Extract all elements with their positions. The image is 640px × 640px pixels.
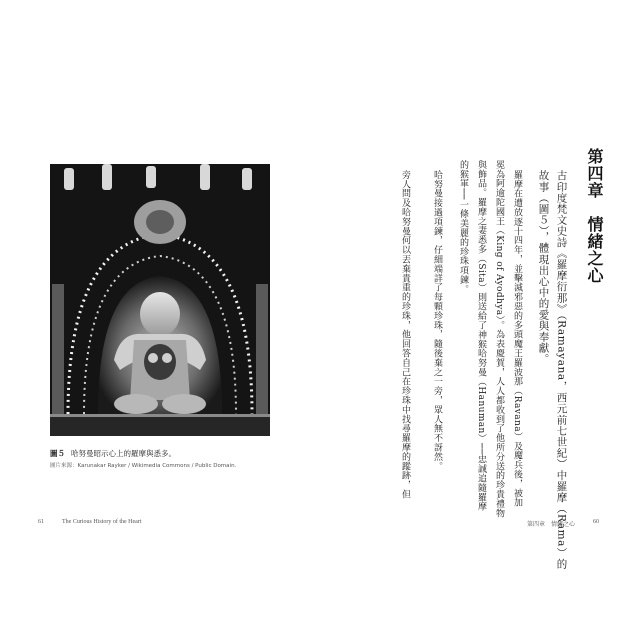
body-column-4: 冕為阿逾陀國王（King of Ayodhya）。為表慶賀，人人都收到了他所分送的珍貴禮物: [494, 160, 504, 518]
body-column-2: 故事（圖５），體現出心中的愛與奉獻。: [537, 170, 550, 365]
chapter-title: 第四章 情緒之心: [585, 148, 604, 284]
left-page-number: 61: [38, 519, 44, 525]
figure-hanuman-photo: [50, 164, 270, 436]
body-column-1: 古印度梵文史詩《羅摩衍那》（Ramayana，西元前七世紀）中羅摩（Rama）的: [555, 170, 568, 570]
figure-caption: [50, 448, 290, 459]
hanuman-illustration: [50, 164, 270, 436]
right-page-number: 60: [593, 519, 599, 525]
body-column-3: 羅摩在遭放逐十四年，並擊滅邪惡的多頭魔王羅波那（Ravana）及魔兵後，被加: [512, 170, 522, 508]
body-column-5: 與飾品。羅摩之妻悉多（Sita）則送給了神猴哈努曼（Hanuman）──忠誠追隨羅摩: [476, 160, 486, 512]
figure-caption-text: 哈努曼昭示心上的羅摩與悉多。: [71, 449, 176, 458]
figure-credit: 圖片來源：Karunakar Rayker / Wikimedia Commons / Public Domain.: [50, 463, 237, 469]
right-running-title: 第四章 情緒之心: [527, 521, 576, 528]
body-column-8: 旁人問及哈努曼何以丟棄貴重的珍珠，他回答自己在珍珠中找尋羅摩的蹤跡，但: [400, 170, 410, 499]
figure-label: 圖５: [50, 449, 65, 458]
left-running-title: The Curious History of the Heart: [62, 519, 142, 525]
body-column-7: 哈努曼接過項鍊，仔細端詳了每顆珍珠，隨後棄之一旁，眾人無不訝然。: [432, 170, 442, 471]
body-column-6: 的猴軍──一條美麗的珍珠項鍊。: [458, 160, 468, 294]
